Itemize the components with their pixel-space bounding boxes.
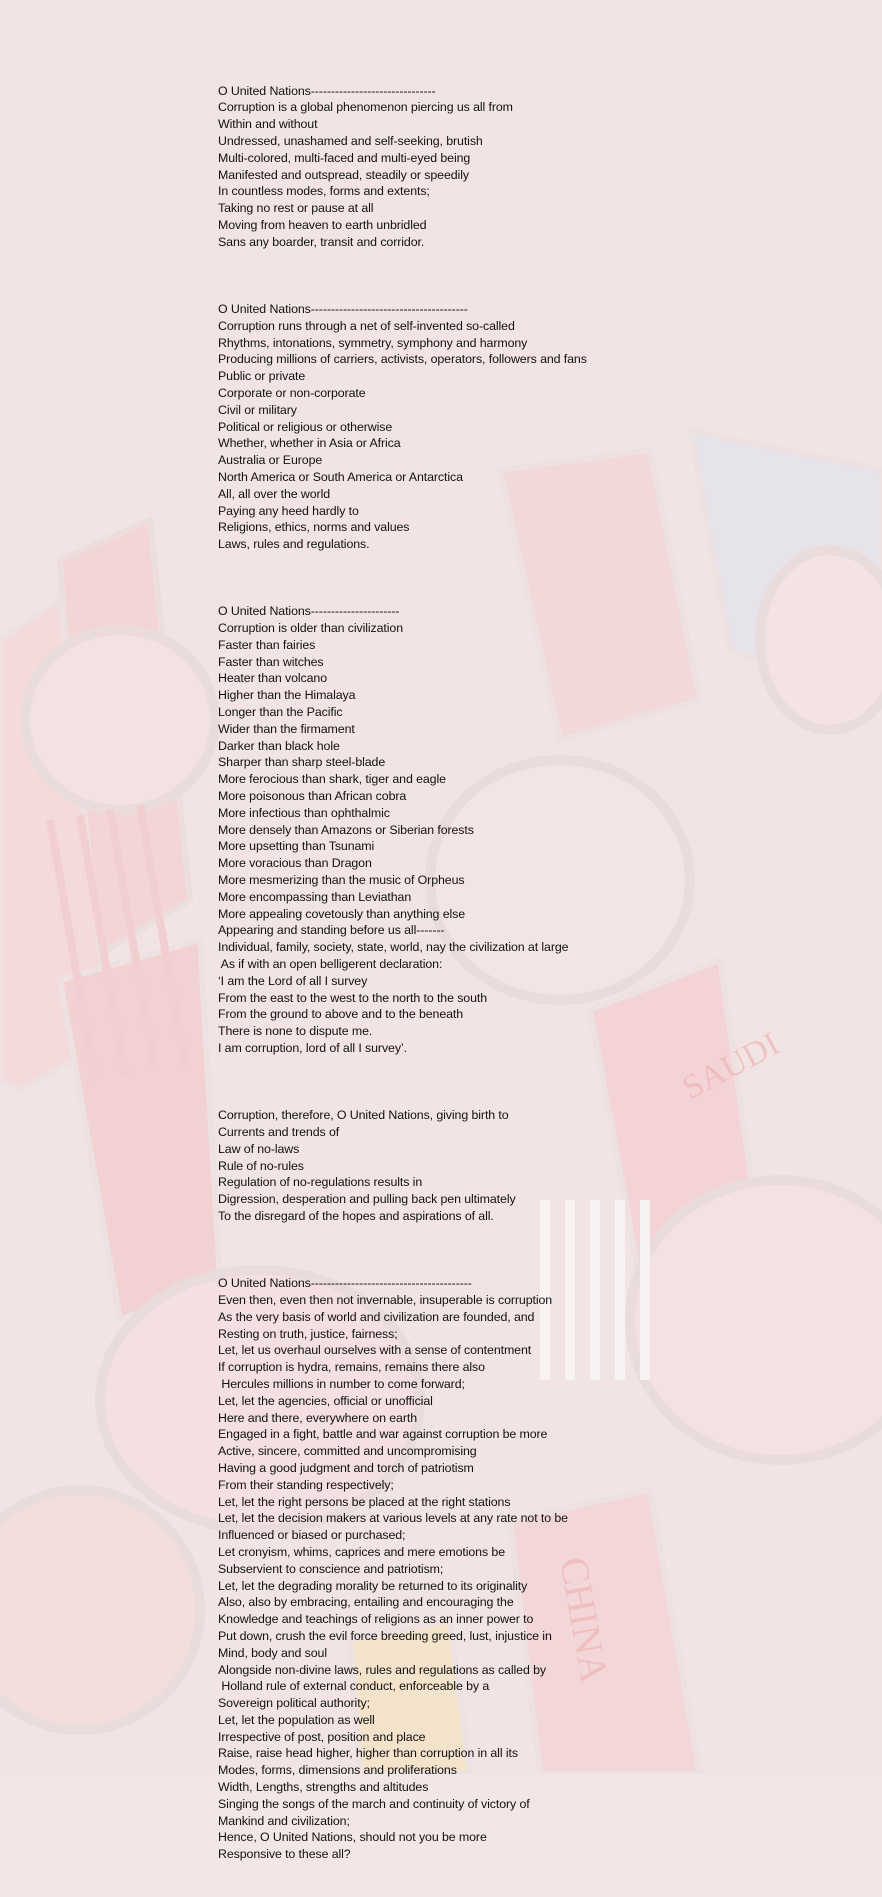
stanza-3 (218, 603, 858, 1057)
poem-line: Appearing and standing before us all------- (218, 923, 445, 938)
poem-line: Digression, desperation and pulling back pen ultimately (218, 1192, 516, 1207)
poem-line: Political or religious or otherwise (218, 419, 393, 434)
poem-line: Hence, O United Nations, should not you be more (218, 1830, 487, 1845)
poem-line: Public or private (218, 369, 306, 384)
stanza-4 (218, 1107, 858, 1225)
poem-line: Individual, family, society, state, world, nay the civilization at large (218, 940, 569, 955)
poem-line: Faster than fairies (218, 637, 316, 652)
poem-line: More appealing covetously than anything else (218, 906, 466, 921)
poem-line: Irrespective of post, position and place (218, 1729, 426, 1744)
poem-line: Engaged in a fight, battle and war against corruption be more (218, 1427, 548, 1442)
poem-line: More ferocious than shark, tiger and eagle (218, 772, 446, 787)
poem-line: Corruption is a global phenomenon piercing us all from (218, 100, 513, 115)
poem-line: Wider than the firmament (218, 721, 355, 736)
poem-line: Corruption, therefore, O United Nations, giving birth to (218, 1108, 509, 1123)
poem-line: Raise, raise head higher, higher than corruption in all its (218, 1746, 518, 1761)
poem-line: Paying any heed hardly to (218, 503, 359, 518)
poem-line: O United Nations--------------------------------------- (218, 301, 468, 316)
poem-line: Responsive to these all? (218, 1847, 351, 1862)
poem-line: In countless modes, forms and extents; (218, 184, 430, 199)
poem-line: More infectious than ophthalmic (218, 805, 390, 820)
poem-line: Undressed, unashamed and self-seeking, brutish (218, 133, 483, 148)
poem-line: O United Nations---------------------------------------- (218, 1276, 472, 1291)
poem-line: ‘I am the Lord of all I survey (218, 973, 368, 988)
stanza-2 (218, 301, 858, 553)
poem-line: Rhythms, intonations, symmetry, symphony and harmony (218, 335, 528, 350)
poem-line: Corruption is older than civilization (218, 621, 404, 636)
poem-line: Producing millions of carriers, activists, operators, followers and fans (218, 352, 587, 367)
poem-line: Let, let the population as well (218, 1712, 375, 1727)
poem-line: More encompassing than Leviathan (218, 889, 412, 904)
poem-line: Let, let us overhaul ourselves with a sense of contentment (218, 1343, 532, 1358)
poem-line: All, all over the world (218, 486, 331, 501)
poem-line: Faster than witches (218, 654, 324, 669)
poem-line: Moving from heaven to earth unbridled (218, 217, 427, 232)
poem-line: Within and without (218, 117, 318, 132)
poem-line: Width, Lengths, strengths and altitudes (218, 1780, 429, 1795)
poem-line: Mind, body and soul (218, 1645, 327, 1660)
poem-line: Resting on truth, justice, fairness; (218, 1326, 398, 1341)
poem-line: Corruption runs through a net of self-invented so-called (218, 318, 515, 333)
poem-line: Having a good judgment and torch of patriotism (218, 1460, 474, 1475)
poem-body (218, 49, 858, 1897)
poem-line: Regulation of no-regulations results in (218, 1175, 423, 1190)
poem-line: Sharper than sharp steel-blade (218, 755, 386, 770)
poem-line: Knowledge and teachings of religions as an inner power to (218, 1612, 534, 1627)
flag-label-china: CHINA (551, 1553, 618, 1687)
poem-line: I am corruption, lord of all I survey’. (218, 1041, 407, 1056)
poem-line: Also, also by embracing, entailing and encouraging the (218, 1595, 514, 1610)
poem-line: Influenced or biased or purchased; (218, 1528, 406, 1543)
poem-line: Australia or Europe (218, 453, 323, 468)
poem-line: Darker than black hole (218, 738, 340, 753)
poem-line: Currents and trends of (218, 1125, 340, 1139)
poem-line: Modes, forms, dimensions and proliferations (218, 1763, 457, 1778)
poem-line: Manifested and outspread, steadily or speedily (218, 167, 469, 182)
poem-line: Longer than the Pacific (218, 705, 343, 720)
poem-line: Let, let the agencies, official or unofficial (218, 1393, 433, 1408)
poem-line: Subservient to conscience and patriotism; (218, 1561, 444, 1576)
poem-line: Active, sincere, committed and uncompromising (218, 1444, 477, 1459)
poem-line: More poisonous than African cobra (218, 789, 407, 804)
poem-line: Singing the songs of the march and continuity of victory of (218, 1796, 530, 1811)
poem-line: Here and there, everywhere on earth (218, 1410, 417, 1425)
poem-line: There is none to dispute me. (218, 1024, 373, 1039)
poem-line: More voracious than Dragon (218, 856, 372, 871)
poem-line: O United Nations------------------------------- (218, 83, 436, 98)
poem-line: From the ground to above and to the beneath (218, 1007, 464, 1022)
poem-line: Corporate or non-corporate (218, 385, 366, 400)
poem-line: Sans any boarder, transit and corridor. (218, 234, 425, 249)
poem-line: Let, let the right persons be placed at the right stations (218, 1494, 511, 1509)
flag-label-saudi: SAUDI (676, 1025, 786, 1108)
poem-line: From the east to the west to the north to the south (218, 990, 488, 1005)
figure-head (25, 630, 215, 810)
poem-line: Laws, rules and regulations. (218, 537, 370, 552)
poem-line: Rule of no-rules (218, 1158, 304, 1173)
poem-line: To the disregard of the hopes and aspirations of all. (218, 1208, 494, 1223)
poem-line: Let, let the degrading morality be returned to its originality (218, 1578, 528, 1593)
poem-line: If corruption is hydra, remains, remains there also (218, 1360, 485, 1375)
poem-line: Higher than the Himalaya (218, 688, 356, 703)
poem-line: More upsetting than Tsunami (218, 839, 375, 854)
poem-line: Civil or military (218, 402, 297, 417)
poem-line: Hercules millions in number to come forward; (218, 1376, 465, 1391)
poem-line: Let cronyism, whims, caprices and mere emotions be (218, 1544, 505, 1559)
poem-line: Mankind and civilization; (218, 1813, 350, 1828)
poem-line: Sovereign political authority; (218, 1696, 370, 1711)
figure-head (0, 1490, 200, 1730)
poem-line: Holland rule of external conduct, enforceable by a (218, 1679, 490, 1694)
poem-line: More mesmerizing than the music of Orpheus (218, 873, 465, 888)
poem-line: Whether, whether in Asia or Africa (218, 436, 401, 451)
poem-line: As the very basis of world and civilization are founded, and (218, 1309, 535, 1324)
poem-line: North America or South America or Antarctica (218, 469, 463, 484)
poem-line: From their standing respectively; (218, 1477, 394, 1492)
poem-line: Let, let the decision makers at various levels at any rate not to be (218, 1511, 568, 1526)
poem-line: Put down, crush the evil force breeding greed, lust, injustice in (218, 1628, 552, 1643)
poem-line: Law of no-laws (218, 1141, 300, 1156)
stanza-1 (218, 83, 858, 251)
poem-line: More densely than Amazons or Siberian forests (218, 822, 474, 837)
poem-line: Alongside non-divine laws, rules and regulations as called by (218, 1662, 546, 1677)
poem-line: Taking no rest or pause at all (218, 201, 374, 216)
poem-line: As if with an open belligerent declaration: (218, 957, 443, 972)
poem-line: Heater than volcano (218, 671, 327, 686)
poem-line: O United Nations---------------------- (218, 604, 400, 619)
poem-line: Religions, ethics, norms and values (218, 520, 410, 535)
poem-line: Multi-colored, multi-faced and multi-eyed being (218, 150, 471, 165)
stanza-5 (218, 1275, 858, 1863)
poem-line: Even then, even then not invernable, insuperable is corruption (218, 1292, 553, 1307)
